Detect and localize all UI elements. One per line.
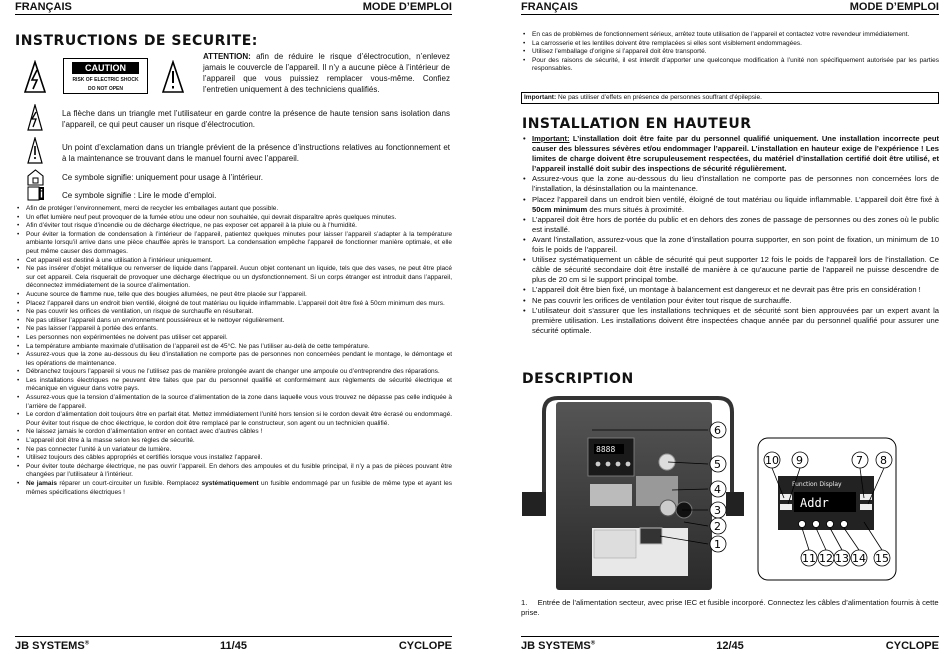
important-label: Important: <box>524 94 557 101</box>
panel-callout-13: 13 <box>835 552 849 565</box>
section-title-description: DESCRIPTION <box>522 371 634 387</box>
caution-label <box>63 58 148 94</box>
list-item: • Les personnes non expérimentées ne doivent pas utiliser cet appareil. <box>17 334 452 343</box>
device-led-display: 8888 <box>596 445 616 454</box>
manual-description: Ce symbole signifie : Lire le mode d’emploi. <box>62 191 217 200</box>
fuse-bold-1: Ne jamais <box>26 480 57 487</box>
header-language: FRANÇAIS <box>15 1 72 13</box>
list-item: • Cet appareil est destiné à une utilisation à l’intérieur uniquement. <box>17 257 452 266</box>
footer-model: CYCLOPE <box>398 640 453 652</box>
installation-bullet-list <box>523 134 939 336</box>
list-item: • En cas de problèmes de fonctionnement sérieux, arrêtez toute utilisation de l’appareil et contactez votre revendeur immédiatement. <box>523 31 939 40</box>
lightning-triangle-icon <box>24 60 46 94</box>
function-display-title: Function Display <box>792 481 842 488</box>
list-item: • Pour des raisons de sécurité, il est interdit d’apporter une quelconque modification à l’unité non spécifiquement autorisée par les parties responsables. <box>523 57 939 74</box>
list-item: • Ne pas couvrir les orifices de ventilation pour éviter tout risque de surchauffe. <box>523 296 939 306</box>
description-item <box>521 598 939 618</box>
list-item: • Ne pas laisser l’appareil à portée des enfants. <box>17 325 452 334</box>
panel-callout-10: 10 <box>765 454 779 467</box>
list-item: • La température ambiante maximale d’utilisation de l’appareil est de 45°C. Ne pas l’utiliser au-delà de cette température. <box>17 343 452 352</box>
footer-brand: JB SYSTEMS® <box>15 640 90 652</box>
list-item: • L’appareil doit être hors de portée du public et en dehors des zones de passage de personnes ou des zones où le public est installé. <box>523 215 939 235</box>
list-item: • Assurez-vous que la zone au-dessous du lieu d’installation ne comporte pas de personnes non concernées pendant le montage, le démontage et les opérations de maintenance. <box>17 351 452 368</box>
callout-4: 4 <box>714 483 721 496</box>
lightning-symbol-icon <box>27 104 43 132</box>
list-item: • Afin de protéger l’environnement, merci de recycler les emballages autant que possible. <box>17 205 452 214</box>
exclamation-description: Un point d’exclamation dans un triangle prévient de la présence d’instructions relatives au fonctionnement et à la maintenance se trouvant dans le manuel fourni avec l’appareil. <box>62 143 450 163</box>
list-item: • L’appareil doit être bien fixé, un montage à balancement est dangereux et ne devrait pas être pris en considération ! <box>523 285 939 295</box>
caution-line2: DO NOT OPEN <box>87 86 123 92</box>
lightning-description: La flèche dans un triangle met l’utilisateur en garde contre la présence de haute tension sans isolation dans l’appareil, ce qui peut causer un risque d’électrocution. <box>62 109 450 129</box>
list-item: • Avant l’installation, assurez-vous que la zone d’installation pourra supporter, en son point de fixation, un minimum de 10 fois le poids de l’appareil. <box>523 235 939 255</box>
list-item: • Un effet lumière neuf peut provoquer de la fumée et/ou une odeur non souhaitée, qui devrait disparaître après quelques minutes. <box>17 214 452 223</box>
callout-3: 3 <box>714 504 721 517</box>
page-header <box>521 0 939 15</box>
caution-line1: RISK OF ELECTRIC SHOCK <box>72 77 139 83</box>
safety-bullet-list <box>17 205 452 497</box>
place-text-1: Placez l’appareil dans un endroit bien ventilé, éloigné de tout matériau ou liquide inflammable. L’appareil doit être fixé à <box>532 194 939 204</box>
place-text-2: des murs situés à proximité. <box>589 204 684 214</box>
panel-callout-9: 9 <box>796 454 803 467</box>
list-item: • Assurez-vous que la zone au-dessous du lieu d’installation ne comporte pas de personnes non concernées lors de l’installation, la désinstallation ou la maintenance. <box>523 174 939 194</box>
footer-brand: JB SYSTEMS® <box>521 640 596 652</box>
exclamation-triangle-icon <box>162 60 184 94</box>
install-important-text: L’installation doit être faite par du personnel qualifié uniquement. Une installation incorrecte peut causer des blessures sévères et/ou endommager l’appareil. L’installation en hauteur exige de l’expérience ! Les limites de charge doivent être scrupuleusement respectées, du matériel d’installation certifié doit être utilisé, et l’appareil installé doit subir des inspections de sécurité régulièrement. <box>532 134 939 174</box>
attention-label: ATTENTION: <box>203 52 251 61</box>
header-title: MODE D’EMPLOI <box>362 1 452 13</box>
list-item <box>17 480 452 497</box>
place-bold: 50cm minimum <box>532 204 588 214</box>
footer-page-number: 12/45 <box>716 640 744 652</box>
left-page <box>0 0 474 654</box>
footer-page-number: 11/45 <box>220 640 247 652</box>
panel-callout-15: 15 <box>875 552 889 565</box>
callout-1: 1 <box>714 538 721 551</box>
fuse-bold-2: systématiquement <box>201 480 259 487</box>
panel-callout-8: 8 <box>880 454 887 467</box>
panel-callout-12: 12 <box>819 552 833 565</box>
list-item: • Débranchez toujours l’appareil si vous ne l’utilisez pas de manière prolongée avant de changer une ampoule ou d’entreprendre des réparations. <box>17 368 452 377</box>
list-item: • Placez l’appareil dans un endroit bien ventilé, éloigné de tout matériau ou liquide inflammable. L’appareil doit être fixé à 50cm minimum des murs. <box>17 300 452 309</box>
fuse-text-1: réparer un court-circuiter un fusible. Remplacez <box>59 480 200 487</box>
list-item: • Pour éviter toute décharge électrique, ne pas ouvrir l’appareil. En dehors des ampoules et du fusible principal, il n’y a pas de pièces pouvant être changées par l’utilisateur à l’intérieur. <box>17 463 452 480</box>
section-title-installation: INSTALLATION EN HAUTEUR <box>522 116 752 132</box>
list-item <box>523 195 939 215</box>
list-item: • Ne pas insérer d’objet métallique ou renverser de liquide dans l’appareil. Aucun objet contenant un liquide, tels que des vases, ne peut être placé sur cet appareil. Cela risquerait de provoquer une décharge électrique ou un dysfonctionnement. Si un corps étranger est introduit dans l’appareil, déconnectez immédiatement de la source d’alimentation. <box>17 265 452 291</box>
description-item-number: 1. <box>521 598 528 607</box>
list-item: • Ne pas couvrir les orifices de ventilation, un risque de surchauffe en résulterait. <box>17 308 452 317</box>
list-item: • Utilisez toujours des câbles appropriés et certifiés lorsque vous installez l’appareil. <box>17 454 452 463</box>
panel-callout-7: 7 <box>856 454 863 467</box>
fuse-text-2: un fusible endommagé par un fusible de même type et ayant les mêmes spécifications électriques ! <box>26 480 452 496</box>
page-footer <box>15 636 452 652</box>
list-item: • Ne laissez jamais le cordon d’alimentation entrer en contact avec d’autres câbles ! <box>17 428 452 437</box>
list-item: • Assurez-vous que la tension d’alimentation de la source d’alimentation de la zone dans laquelle vous vous trouvez ne dépasse pas celle indiquée à l’arrière de l’appareil. <box>17 394 452 411</box>
caution-title: CAUTION <box>72 62 139 74</box>
list-item: • Les installations électriques ne peuvent être faites que par du personnel qualifié et conformément aux règlements de sécurité électrique et mécanique en vigueur dans votre pays. <box>17 377 452 394</box>
header-title: MODE D’EMPLOI <box>849 1 939 13</box>
section-title-safety: INSTRUCTIONS DE SECURITE: <box>15 33 258 49</box>
list-item: • L’appareil doit être à la masse selon les règles de sécurité. <box>17 437 452 446</box>
list-item: • Utilisez l’emballage d’origine si l’appareil doit être transporté. <box>523 48 939 57</box>
attention-paragraph <box>203 51 450 95</box>
callout-2: 2 <box>714 520 721 533</box>
panel-callout-14: 14 <box>852 552 866 565</box>
indoor-use-icon <box>27 169 44 186</box>
callout-5: 5 <box>714 458 721 471</box>
page-header <box>15 0 452 15</box>
list-item: • Le cordon d’alimentation doit toujours être en parfait état. Mettez immédiatement l’unité hors tension si le cordon devait être écrasé ou endommagé. Pour éviter tout risque de choc électrique, le cordon doit être remplacé par le constructeur, son agent ou un technicien qualifié. <box>17 411 452 428</box>
header-language: FRANÇAIS <box>521 1 578 13</box>
list-item: • Aucune source de flamme nue, telle que des bougies allumées, ne peut être placée sur l’appareil. <box>17 291 452 300</box>
list-item <box>523 134 939 174</box>
list-item: • Pour éviter la formation de condensation à l’intérieur de l’appareil, patientez quelques minutes pour laisser l’appareil s’adapter à la température ambiante lorsqu’il arrive dans une pièce chauffée après le transport. La condensation empêche l’appareil de fonctionner manière optimale, et elle peut même causer des dommages. <box>17 231 452 257</box>
install-important-label: Important: <box>532 134 570 143</box>
callout-6: 6 <box>714 424 721 437</box>
panel-callout-11: 11 <box>802 552 816 565</box>
page-footer-right <box>521 636 939 652</box>
list-item: • L’utilisateur doit s’assurer que les installations techniques et de sécurité sont bien approuvées par un expert avant la première utilisation. Les installations doivent être inspectées chaque année par du personnel qualifié pour assurer une sécurité optimale. <box>523 306 939 336</box>
function-display-value: Addr <box>800 496 829 510</box>
read-manual-icon <box>27 186 45 201</box>
list-item: • Ne pas utiliser l’appareil dans un environnement poussiéreux et le nettoyer régulièrement. <box>17 317 452 326</box>
footer-model: CYCLOPE <box>885 640 939 652</box>
top-bullet-list <box>523 31 939 74</box>
list-item: • La carrosserie et les lentilles doivent être remplacées si elles sont visiblement endommagées. <box>523 40 939 49</box>
attention-text: afin de réduire le risque d’électrocution, n’enlevez jamais le couvercle de l’appareil. Il n’y a aucune pièce à l’intérieur de l’appareil que vous puissiez remplacer vous-même. Confiez l’entretien uniquement à des techniciens qualifiés. <box>203 52 450 94</box>
important-text: Ne pas utiliser d’effets en présence de personnes souffrant d’épilepsie. <box>557 94 762 101</box>
exclamation-symbol-icon <box>27 137 43 165</box>
epilepsy-warning-box <box>521 92 939 104</box>
device-rear-panel-diagram <box>522 394 942 590</box>
indoor-description: Ce symbole signifie: uniquement pour usage à l’intérieur. <box>62 173 264 182</box>
list-item: • Afin d’éviter tout risque d’incendie ou de décharge électrique, ne pas exposer cet appareil à la pluie ou à l’humidité. <box>17 222 452 231</box>
list-item: • Utilisez systématiquement un câble de sécurité qui peut supporter 12 fois le poids de l’appareil lors de l’installation. Ce câble de sécurité secondaire doit être installé de manière à ce qu’aucune partie de l’appareil ne puisse descendre de plus de 20 cm si le support principal tombe. <box>523 255 939 285</box>
description-item-text: Entrée de l’alimentation secteur, avec prise IEC et fusible incorporé. Connectez les câbles d’alimentation fournis à cette prise. <box>521 598 939 617</box>
list-item: • Ne pas connecter l’unité à un variateur de lumière. <box>17 446 452 455</box>
